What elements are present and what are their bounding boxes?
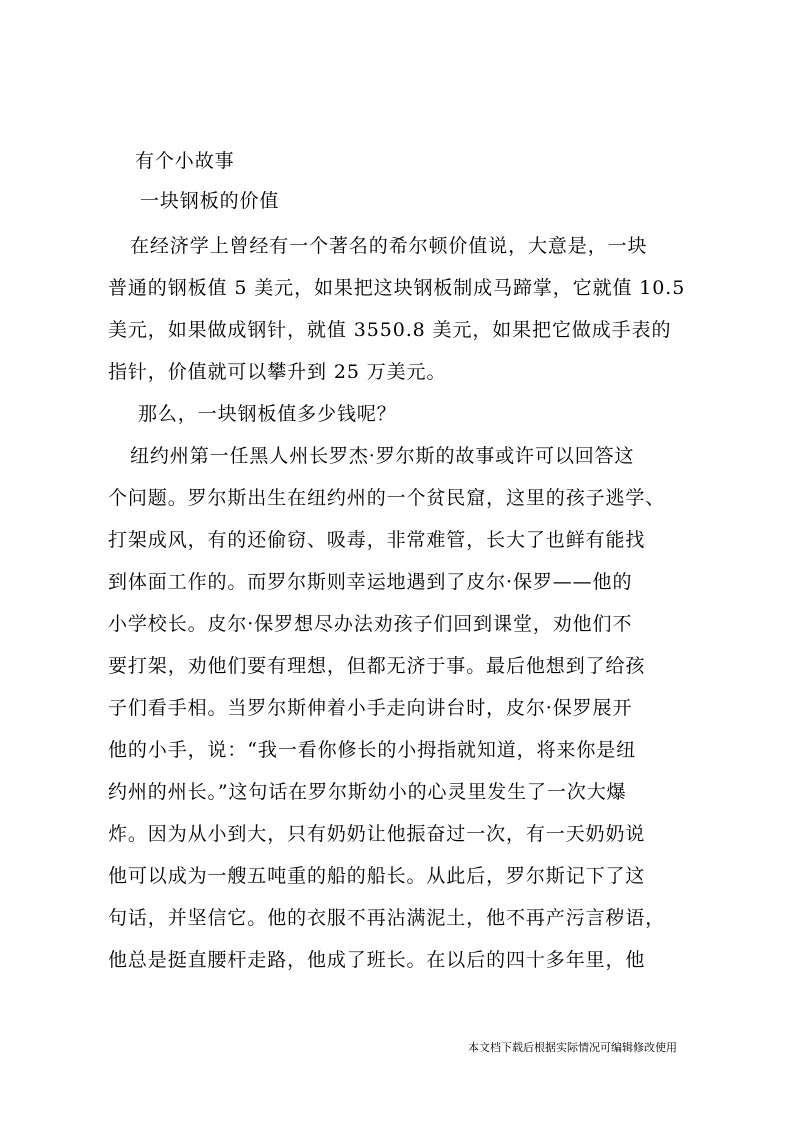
paragraph-line: 到体面工作的。而罗尔斯则幸运地遇到了皮尔·保罗——他的 <box>108 571 633 593</box>
paragraph-line: 他的小手，说：“我一看你修长的小拇指就知道，将来你是纽 <box>108 739 637 761</box>
paragraph-line: 在经济学上曾经有一个著名的希尔顿价值说，大意是，一块 <box>130 235 648 257</box>
page-footer-note: 本文档下载后根据实际情况可编辑修改使用 <box>468 1041 677 1054</box>
paragraph-line: 小学校长。皮尔·保罗想尽办法劝孩子们回到课堂，劝他们不 <box>108 613 633 635</box>
paragraph-line: 炸。因为从小到大，只有奶奶让他振奋过一次，有一天奶奶说 <box>108 823 646 845</box>
story-title: 一块钢板的价值 <box>140 190 280 212</box>
paragraph-line: 指针，价值就可以攀升到 25 万美元。 <box>108 361 447 383</box>
paragraph-line: 句话，并坚信它。他的衣服不再沾满泥土，他不再产污言秽语， <box>108 907 666 929</box>
paragraph-line: 打架成风，有的还偷窃、吸毒，非常难管，长大了也鲜有能找 <box>108 529 646 551</box>
paragraph-line: 他可以成为一艘五吨重的船的船长。从此后，罗尔斯记下了这 <box>108 865 646 887</box>
paragraph-line: 普通的钢板值 5 美元，如果把这块钢板制成马蹄掌，它就值 10.5 <box>108 277 686 299</box>
paragraph-line: 纽约州第一任黑人州长罗杰·罗尔斯的故事或许可以回答这 <box>130 445 635 467</box>
paragraph-line: 子们看手相。当罗尔斯伸着小手走向讲台时，皮尔·保罗展开 <box>108 697 633 719</box>
paragraph-line: 美元，如果做成钢针，就值 3550.8 美元，如果把它做成手表的 <box>108 319 672 341</box>
paragraph-line: 要打架，劝他们要有理想，但都无济于事。最后他想到了给孩 <box>108 655 646 677</box>
paragraph-line: 个问题。罗尔斯出生在纽约州的一个贫民窟，这里的孩子逃学、 <box>108 487 666 509</box>
paragraph-line: 那么，一块钢板值多少钱呢？ <box>138 403 397 425</box>
paragraph-line: 约州的州长。”这句话在罗尔斯幼小的心灵里发生了一次大爆 <box>108 781 627 803</box>
paragraph-line: 他总是挺直腰杆走路，他成了班长。在以后的四十多年里，他 <box>108 949 646 971</box>
story-heading: 有个小故事 <box>135 150 235 172</box>
